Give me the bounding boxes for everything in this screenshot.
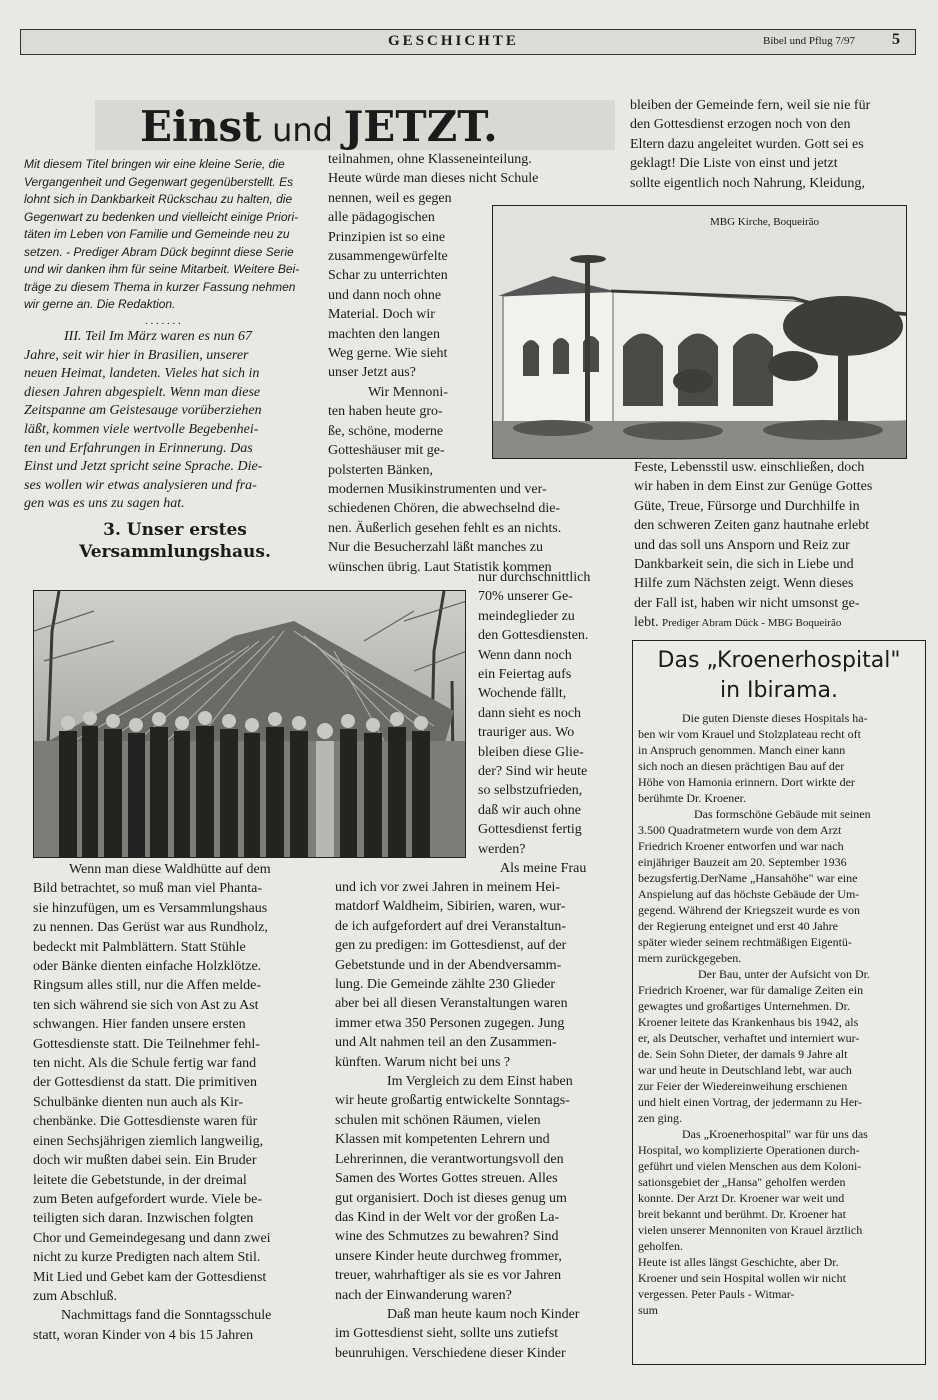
text-line: teiligten sich daran. Inzwischen folgten (33, 1211, 254, 1227)
box-line: breit bekannt und berühmt. Dr. Kroener hat (638, 1207, 846, 1221)
intro-text (24, 156, 310, 314)
part-intro (24, 328, 310, 514)
intro-line: Vergangenheit und Gegenwart gegenüberstellt. Es (24, 174, 294, 189)
box-line: und hielt einen Vortrag, der jedermann zu Her- (638, 1095, 862, 1109)
text-line: und dann noch ohne (328, 287, 442, 303)
intro-line: lohnt sich in Dankbarkeit Rückschau zu halten, die (24, 192, 293, 206)
box-line: sum (638, 1303, 659, 1317)
text-line: dann sieht es noch (478, 705, 582, 721)
box-line: 3.500 Quadratmetern wurde von dem Arzt (638, 823, 842, 837)
box-line: mern zurückgegeben. (638, 951, 742, 965)
publication-name: Bibel und Pflug 7/97 (763, 35, 855, 47)
text-line: und das soll uns Ansporn und Reiz zur (634, 537, 850, 553)
text-line: Eltern dazu angeleitet wurden. Gott sei es (630, 136, 864, 152)
title-einst: Einst (140, 102, 262, 151)
box-line: in Anspruch genommen. Manch einer kann (638, 743, 846, 757)
page-number: 5 (892, 31, 900, 48)
box-line: geholfen. (638, 1239, 683, 1253)
text-line: gen zu predigen: im Gottesdienst, auf der (335, 938, 567, 954)
intro-line: Gegenwart zu bedenken und vielleicht einige Priori- (24, 209, 299, 224)
text-line: bedeckt mit Palmblättern. Statt Stühle (33, 939, 246, 955)
box-line: zen ging. (638, 1111, 682, 1125)
text-line: machten den langen (328, 326, 440, 342)
text-line: zu nennen. Das Gerüst war aus Rundholz, (33, 920, 268, 936)
text-line: trauriger aus. Wo (478, 725, 575, 741)
church-illustration (493, 206, 907, 459)
text-line: geklagt! Die Liste von einst und jetzt (630, 156, 838, 172)
title-und: und (272, 111, 333, 149)
box-line: geführt und vielen Menschen aus dem Koloni- (638, 1159, 862, 1173)
text-line: ten nicht. Als die Schule fertig war fand (33, 1056, 257, 1072)
hospital-box-text (638, 710, 922, 1318)
text-line: Ringsum alles still, nur die Affen melde- (33, 978, 261, 994)
hospital-title-line1: Das „Kroenerhospital" (657, 648, 901, 673)
box-line: Höhe von Hamonia erinnern. Dort wirkte der (638, 775, 855, 789)
text-line: ten haben heute gro- (328, 404, 443, 420)
part-line: ten und Erfahrungen in Erinnerung. Das (24, 440, 253, 456)
box-line: de. Sein Sohn Dieter, der damals 9 Jahre alt (638, 1047, 848, 1061)
text-line: teilnahmen, ohne Klasseneinteilung. (328, 152, 532, 167)
box-line: zur Feier der Wiedereinweihung erschienen (638, 1079, 848, 1093)
text-line: zusammengewürfelte (328, 249, 448, 265)
text-line: Weg gerne. Wie sieht (328, 346, 448, 362)
part-line: Einst und Jetzt spricht seine Sprache. Die- (24, 459, 263, 475)
intro-line: und wir danken ihm für seine Mitarbeit. Weitere Bei- (24, 262, 300, 276)
text-line: der? Sind wir heute (478, 764, 588, 780)
text-line: matdorf Waldheim, Sibirien, waren, wur- (335, 899, 566, 915)
text-line: so selbstzufrieden, (478, 783, 583, 799)
text-line: einen Sechsjährigen ziemlich langweilig, (33, 1133, 264, 1149)
box-line: vielen unserer Mennoniten von Krauel ärztlich (638, 1223, 863, 1237)
text-line: Wir Mennoni- (368, 384, 448, 400)
text-line: wir heute großartig entwickelte Sonntags- (335, 1093, 570, 1109)
box-line: Friedrich Kroener entworfen und war nach (638, 839, 844, 853)
text-line: Bild betrachtet, so muß man viel Phanta- (33, 881, 263, 897)
text-line: Material. Doch wir (328, 307, 435, 323)
text-line: aber bei all diesen Veranstaltungen waren (335, 996, 568, 1012)
part-line: Jahre, seit wir hier in Brasilien, unserer (24, 347, 249, 363)
intro-line: träge zu diesem Thema in kurzer Fassung nehmen (24, 279, 296, 294)
part-line: diesen Jahren abgespielt. Wenn man diese (24, 384, 261, 400)
church-photo (492, 205, 907, 459)
box-line: Friedrich Kroener, war für damalige Zeiten ein (638, 983, 864, 997)
text-line: Prinzipien ist so eine (328, 229, 446, 245)
box-line: berühmte Dr. Kroener. (638, 791, 746, 805)
text-line: immer etwa 350 Personen zugegen. Jung (335, 1015, 565, 1031)
intro-line: Mit diesem Titel bringen wir eine kleine Serie, die (24, 157, 285, 171)
box-line: sich noch an diesen prächtigen Bau auf der (638, 759, 845, 773)
text-line: das Kind in der Welt vor der großen La- (335, 1209, 560, 1225)
text-line: Gottesdienste statt. Die Teilnehmer fehl- (33, 1036, 260, 1052)
text-line: Als meine Frau (500, 861, 587, 877)
box-line: gegend. Während der Kriegszeit wurde es von (638, 903, 861, 917)
text-line: lung. Die Gemeinde zählte 230 Glieder (335, 977, 556, 993)
column-2-text-narrow (478, 568, 618, 879)
part-line: neuen Heimat, landeten. Vieles hat sich in (24, 366, 260, 382)
text-line: wine des Schmutzes zu bewahren? Sind (335, 1229, 559, 1245)
box-line: gewagtes und großartiges Unternehmen. Dr. (638, 999, 850, 1013)
part-line: gen was es uns zu sagen hat. (24, 496, 185, 512)
text-line: treuer, wahrhaftiger als sie es vor Jahren (335, 1268, 562, 1284)
text-line: Schulbänke dienten nun auch als Kir- (33, 1094, 244, 1110)
text-line: alle pädagogischen (328, 210, 435, 226)
text-line: nen. Äußerlich gesehen fehlt es an nichts. (328, 520, 562, 536)
text-line: wir haben in dem Einst zur Genüge Gottes (634, 479, 873, 495)
text-line: künften. Warum nicht bei uns ? (335, 1054, 511, 1070)
text-line: Lehrerinnen, die verantwortungsvoll den (335, 1151, 564, 1167)
text-line: nach der Einwanderung waren? (335, 1287, 512, 1303)
text-line: beunruhigen. Verschiedene dieser Kinder (335, 1345, 566, 1361)
column-1-text (33, 860, 318, 1345)
text-line: Mit Lied und Gebet kam der Gottesdienst (33, 1269, 267, 1285)
text-line: werden? (478, 841, 526, 857)
church-photo-caption: MBG Kirche, Boqueirão (710, 216, 820, 228)
text-line: oder Bänke dienten einfache Holzklötze. (33, 959, 262, 975)
hospital-title-line2: in Ibirama. (719, 678, 839, 703)
text-line: 70% unserer Ge- (478, 589, 573, 605)
text-line: der Gottesdienst da statt. Die primitiven (33, 1075, 257, 1091)
box-line: der Regierung enteignet und erst 40 Jahre (638, 919, 838, 933)
part-line: läßt, kommen viele wertvolle Begebenhei- (24, 421, 259, 437)
text-line: polsterten Bänken, (328, 462, 433, 478)
intro-line: setzen. - Prediger Abram Dück beginnt diese Serie (24, 244, 294, 259)
text-line: Samen des Wortes Gottes streuen. Alles (335, 1171, 558, 1187)
subheading-line2: Versammlungshaus. (79, 542, 271, 562)
text-line: Klassen mit kompetenten Lehrern und (335, 1132, 550, 1148)
text-line: de ich aufgefordert auf drei Veranstaltun- (335, 918, 567, 934)
text-line: Hilfe zum Nächsten zeigt. Wenn dieses (634, 576, 854, 592)
section-title: GESCHICHTE (388, 33, 519, 49)
text-line: Nur die Besucherzahl läßt manches zu (328, 540, 543, 556)
text-line: unser Jetzt aus? (328, 365, 416, 381)
part-line: Zeitspanne am Geistesauge vorüberziehen (24, 403, 262, 419)
text-line: nur durchschnittlich (478, 570, 591, 585)
text-line: Gebetstunde und in der Abendversamm- (335, 957, 562, 973)
text-line: doch wir mußten dabei sein. Ein Bruder (33, 1153, 257, 1169)
text-line (634, 613, 919, 633)
intro-line: wir gerne an. Die Redaktion. (24, 297, 176, 311)
text-line: den schweren Zeiten ganz hautnahe erlebt (634, 518, 870, 534)
text-line: bleiben der Gemeinde fern, weil sie nie für (630, 98, 871, 113)
text-line: Feste, Lebensstil usw. einschließen, doch (634, 460, 865, 475)
box-line: später wieder seinem rechtmäßigen Eigentü- (638, 935, 852, 949)
text-line: Gotteshäuser mit ge- (328, 443, 445, 459)
hospital-box-title (636, 646, 922, 706)
column-3-text-mid (634, 458, 919, 634)
text-line: den Gottesdiensten. (478, 628, 589, 644)
text-line: und Alt nahmen teil an den Zusammen- (335, 1035, 557, 1051)
box-line: Anspielung auf das höchste Gebäude der Um- (638, 887, 860, 901)
text-line: zum Abschluß. (33, 1288, 117, 1304)
text-line: modernen Musikinstrumenten und ver- (328, 481, 547, 497)
box-line: Kroener und sein Hospital wollen wir nicht (638, 1271, 846, 1285)
text-line: nicht zu kurze Predigten nach altem Stil. (33, 1250, 261, 1266)
article-title (140, 102, 498, 152)
box-line: Die guten Dienste dieses Hospitals ha- (682, 711, 868, 725)
text-line: Nachmittags fand die Sonntagsschule (61, 1308, 272, 1324)
subheading-line1: 3. Unser erstes (103, 520, 247, 540)
text-line: und ich vor zwei Jahren in meinem Hei- (335, 880, 561, 895)
text-line: Wenn dann noch (478, 647, 572, 663)
text-line: Heute würde man dieses nicht Schule (328, 171, 539, 187)
box-line: er, als Deutscher, verhaftet und interniert wur- (638, 1031, 860, 1045)
text-line: Im Vergleich zu dem Einst haben (387, 1074, 573, 1090)
text-line: bleiben diese Glie- (478, 744, 584, 760)
box-line: einjähriger Bauzeit am 20. September 1936 (638, 855, 847, 869)
text-line: ten sich während sie sich von Ast zu Ast (33, 997, 259, 1013)
column-3-text-top (630, 96, 915, 193)
forest-hut-illustration (34, 591, 466, 858)
forest-hut-photo (33, 590, 466, 858)
text-line: Dankbarkeit sein, die sich in Liebe und (634, 557, 854, 573)
box-line: Heute ist alles längst Geschichte, aber Dr. (638, 1255, 839, 1269)
box-line: Das „Kroenerhospital" war für uns das (682, 1127, 868, 1141)
text-line: sollte eigentlich noch Nahrung, Kleidung, (630, 175, 865, 191)
text-line: daß wir auch ohne (478, 802, 582, 818)
subheading (40, 519, 310, 563)
box-line: konnte. Der Arzt Dr. Kroener war weit und (638, 1191, 845, 1205)
box-line: Das formschöne Gebäude mit seinen (694, 807, 871, 821)
text-line: Gottesdienst fertig (478, 822, 582, 838)
text-line: nennen, weil es gegen (328, 190, 452, 206)
box-line: sationsgebiet der „Hansa" geholfen werden (638, 1175, 846, 1189)
text-line: den Gottesdienst erzogen noch von den (630, 117, 851, 133)
text-line: gut organisiert. Doch ist dieses genug um (335, 1190, 567, 1206)
text-line: sie hinzufügen, um es Versammlungshaus (33, 900, 268, 916)
text-line: im Gottesdienst sieht, sollte uns zutiefst (335, 1326, 559, 1342)
part-line: ses wollen wir etwas analysieren und fra- (24, 477, 257, 493)
text-line: Daß man heute kaum noch Kinder (387, 1306, 580, 1322)
text-line: Chor und Gemeindegesang und dann zwei (33, 1230, 271, 1246)
text-line: meindeglieder zu (478, 608, 575, 624)
text-line: Wochende fällt, (478, 686, 567, 702)
text-line: Wenn man diese Waldhütte auf dem (69, 862, 271, 877)
text-line: wünschen übrig. Laut Statistik kommen (328, 559, 552, 575)
column-2-text-bottom (335, 878, 621, 1363)
text-line: Güte, Treue, Fürsorge und Durchhilfe in (634, 498, 860, 514)
text-line: der Fall ist, haben wir nicht umsonst ge- (634, 595, 860, 611)
box-line: bezugsfertig.DerName „Hansahöhe" war eine (638, 871, 858, 885)
box-line: war und heute in Deutschland lebt, war auch (638, 1063, 852, 1077)
text-line: zum Beten aufgefordert wurde. Viele be- (33, 1191, 263, 1207)
title-jetzt: JETZT. (343, 102, 498, 151)
box-line: Der Bau, unter der Aufsicht von Dr. (698, 967, 870, 981)
box-line: Kroener leitete das Krankenhaus bis 1942, als (638, 1015, 859, 1029)
text-line: schwangen. Hier fanden unsere ersten (33, 1017, 246, 1033)
text-line: statt, woran Kinder von 4 bis 15 Jahren (33, 1327, 254, 1343)
box-line: Hospital, wo komplizierte Operationen durch- (638, 1143, 860, 1157)
text-line: ein Feiertag aufs (478, 667, 572, 683)
text-line: Schar zu unterrichten (328, 268, 448, 284)
text-line: schiedenen Chören, die abwechselnd die- (328, 501, 561, 517)
text-line: schulen mit schönen Räumen, vielen (335, 1112, 541, 1128)
part-line: III. Teil Im März waren es nun 67 (64, 329, 252, 344)
author-signature: Prediger Abram Dück - MBG Boqueirão (662, 617, 842, 630)
intro-line: täten im Leben von Familie und Gemeinde neu zu (24, 227, 290, 241)
text-line: leitete die Gebetstunde, in der dreimal (33, 1172, 247, 1188)
text-line: ße, schöne, moderne (328, 423, 444, 439)
text-line: chenbänke. Die Gottesdienste waren für (33, 1114, 258, 1130)
separator-dots: . . . . . . . (145, 315, 181, 327)
box-line: ben wir vom Krauel und Stolzplateau recht oft (638, 727, 861, 741)
text-line: unsere Kinder heute durchweg frommer, (335, 1248, 562, 1264)
box-line: vergessen. Peter Pauls - Witmar- (638, 1287, 795, 1301)
closing-word: lebt. (634, 615, 659, 631)
